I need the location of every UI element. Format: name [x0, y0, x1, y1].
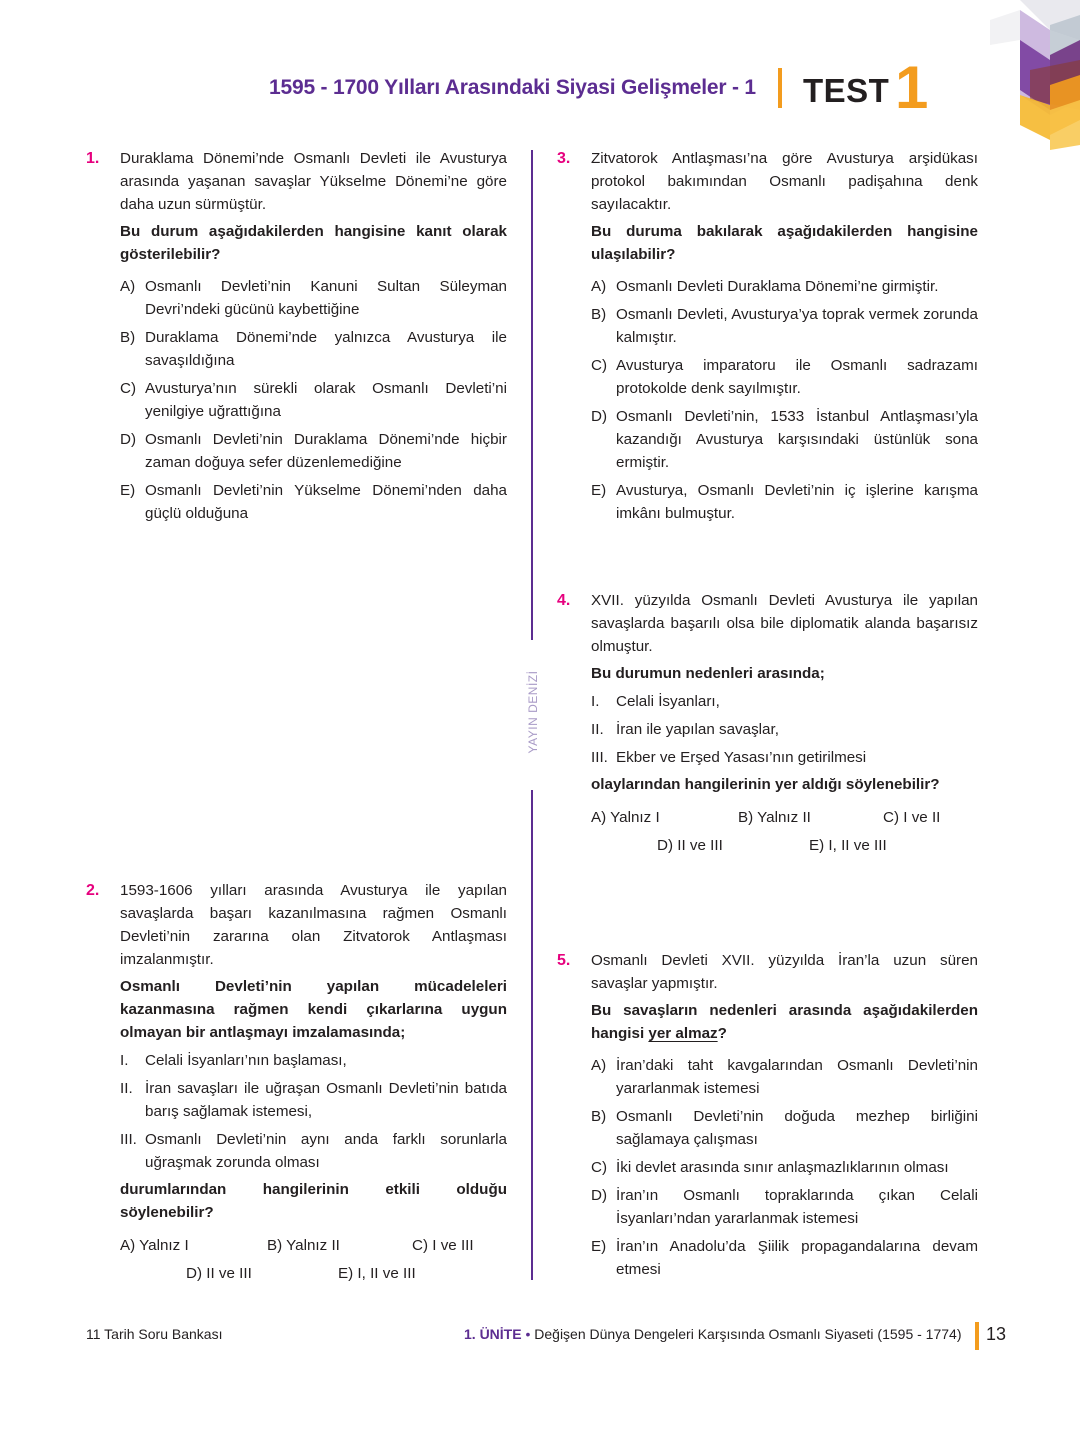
- question-prompt: Bu durum aşağıdakilerden hangisine kanıt olarak gösterilebilir?: [120, 223, 507, 263]
- answer-options: [591, 1054, 978, 1281]
- footer-divider: [975, 1322, 979, 1350]
- option-a[interactable]: [120, 1234, 189, 1257]
- option-letter: B): [738, 809, 754, 826]
- question-prompt: Bu duruma bakılarak aşağıdakilerden hangisine ulaşılabilir?: [591, 223, 978, 263]
- option-letter: B): [120, 329, 136, 346]
- column-divider: [531, 790, 533, 1280]
- question-number: 5.: [557, 952, 571, 969]
- option-text: I ve III: [432, 1237, 474, 1254]
- option-letter: D): [186, 1265, 203, 1282]
- question-prompt: Bu durumun nedenleri arasında;: [591, 665, 825, 682]
- option-b[interactable]: [267, 1234, 340, 1257]
- unit-info: [464, 1326, 961, 1342]
- option-d[interactable]: [186, 1262, 252, 1285]
- statement-text: Celali İsyanları’nın başlaması,: [145, 1052, 347, 1069]
- option-a[interactable]: [591, 1054, 978, 1100]
- option-letter: D): [591, 408, 608, 425]
- option-text: Avusturya imparatoru ile Osmanlı sadrazamı protokolde denk sayılmıştır.: [616, 357, 978, 397]
- option-text: Avusturya, Osmanlı Devleti’nin iç işlerine karışma imkânı bulmuştur.: [616, 482, 978, 522]
- option-text: Osmanlı Devleti’nin Duraklama Dönemi’nde hiçbir zaman doğuya sefer düzenlemediğine: [145, 431, 507, 471]
- statement-text: İran savaşları ile uğraşan Osmanlı Devleti’nin batıda barış sağlamak istemesi,: [145, 1080, 507, 1120]
- option-d[interactable]: [591, 405, 978, 474]
- option-text: İran’daki taht kavgalarından Osmanlı Devleti’nin yararlanmak istemesi: [616, 1057, 978, 1097]
- question-stem: Osmanlı Devleti XVII. yüzyılda İran’la uzun süren savaşlar yapmıştır.: [591, 952, 978, 992]
- option-text: Osmanlı Devleti’nin doğuda mezhep birliğini sağlamaya çalışması: [616, 1108, 978, 1148]
- option-text: Yalnız II: [757, 809, 811, 826]
- option-e[interactable]: [809, 834, 887, 857]
- question-closing: durumlarından hangilerinin etkili olduğu söylenebilir?: [120, 1181, 507, 1221]
- option-d[interactable]: [657, 834, 723, 857]
- question-number: 3.: [557, 150, 571, 167]
- statement-number: III.: [591, 749, 608, 766]
- statement-text: Celali İsyanları,: [616, 693, 720, 710]
- header-divider: [778, 68, 782, 108]
- answer-options: [591, 806, 978, 862]
- option-text: İran’ın Osmanlı topraklarında çıkan Celali İsyanları’ndan yararlanmak istemesi: [616, 1187, 978, 1227]
- option-a[interactable]: [591, 806, 660, 829]
- option-b[interactable]: [591, 1105, 978, 1151]
- option-letter: A): [591, 1057, 607, 1074]
- page-title: 1595 - 1700 Yılları Arasındaki Siyasi Gelişmeler - 1: [269, 76, 756, 99]
- option-letter: B): [591, 306, 607, 323]
- question-2: [86, 879, 508, 1290]
- statement-1: [591, 690, 978, 713]
- option-text: II ve III: [677, 837, 723, 854]
- option-text: I, II ve III: [357, 1265, 416, 1282]
- option-text: Osmanlı Devleti’nin Kanuni Sultan Süleyman Devri’ndeki gücünü kaybettiğine: [145, 278, 507, 318]
- question-prompt: [591, 999, 978, 1045]
- book-title: 11 Tarih Soru Bankası: [86, 1326, 223, 1342]
- option-c[interactable]: [591, 354, 978, 400]
- option-letter: E): [809, 837, 825, 854]
- option-letter: E): [120, 482, 136, 499]
- publisher-watermark: YAYIN DENİZİ: [526, 670, 540, 754]
- question-number: 4.: [557, 592, 571, 609]
- option-text: II ve III: [206, 1265, 252, 1282]
- option-text: İran’ın Anadolu’da Şiilik propagandalarına devam etmesi: [616, 1238, 978, 1278]
- option-text: Yalnız II: [286, 1237, 340, 1254]
- statement-3: [591, 746, 978, 769]
- bullet-separator: •: [525, 1326, 531, 1342]
- option-e[interactable]: [120, 479, 507, 525]
- statement-text: Osmanlı Devleti’nin aynı anda farklı sorunlarla uğraşmak zorunda olması: [145, 1131, 507, 1171]
- option-letter: C): [591, 357, 608, 374]
- statement-text: Ekber ve Erşed Yasası’nın getirilmesi: [616, 749, 867, 766]
- question-stem: Zitvatorok Antlaşması’na göre Avusturya arşidükası protokol bakımından Osmanlı padişahına denk sayılacaktır.: [591, 150, 978, 213]
- option-letter: A): [120, 1237, 136, 1254]
- statement-number: III.: [120, 1131, 137, 1148]
- option-b[interactable]: [591, 303, 978, 349]
- option-a[interactable]: [591, 275, 978, 298]
- option-text: Osmanlı Devleti, Avusturya’ya toprak vermek zorunda kalmıştır.: [616, 306, 978, 346]
- statement-1: [120, 1049, 507, 1072]
- option-b[interactable]: [738, 806, 811, 829]
- option-letter: C): [591, 1159, 608, 1176]
- option-letter: E): [591, 482, 607, 499]
- option-letter: D): [120, 431, 137, 448]
- option-text: Avusturya’nın sürekli olarak Osmanlı Devleti’ni yenilgiye uğrattığına: [145, 380, 507, 420]
- option-e[interactable]: [338, 1262, 416, 1285]
- option-letter: C): [883, 809, 900, 826]
- statement-number: II.: [591, 721, 604, 738]
- question-3: [557, 147, 979, 530]
- answer-options: [120, 1234, 507, 1290]
- option-letter: A): [120, 278, 136, 295]
- prompt-emphasis: yer almaz: [648, 1025, 718, 1042]
- option-letter: B): [591, 1108, 607, 1125]
- question-stem: 1593-1606 yılları arasında Avusturya ile yapılan savaşlarda başarı kazanılmasına rağmen Osmanlı Devleti’nin zararına olan Zitvatorok Antlaşması imzalanmıştır.: [120, 882, 507, 968]
- question-number: 1.: [86, 150, 100, 167]
- statement-3: [120, 1128, 507, 1174]
- answer-options: [120, 275, 507, 525]
- option-text: I ve II: [903, 809, 941, 826]
- option-a[interactable]: [120, 275, 507, 321]
- statement-2: [120, 1077, 507, 1123]
- test-number: 1: [895, 54, 929, 121]
- option-e[interactable]: [591, 1235, 978, 1281]
- option-d[interactable]: [591, 1184, 978, 1230]
- option-text: Duraklama Dönemi’nde yalnızca Avusturya ile savaşıldığına: [145, 329, 507, 369]
- option-e[interactable]: [591, 479, 978, 525]
- question-stem: Duraklama Dönemi’nde Osmanlı Devleti ile Avusturya arasında yaşanan savaşlar Yükselme Dönemi’ne göre daha uzun sürmüştür.: [120, 150, 507, 213]
- option-text: Yalnız I: [610, 809, 660, 826]
- question-number: 2.: [86, 882, 100, 899]
- option-text: Yalnız I: [139, 1237, 189, 1254]
- option-text: Osmanlı Devleti’nin Yükselme Dönemi’nden daha güçlü olduğuna: [145, 482, 507, 522]
- option-letter: E): [591, 1238, 607, 1255]
- question-prompt: Osmanlı Devleti’nin yapılan mücadeleleri kazanmasına rağmen kendi çıkarlarına uygun olmayan bir antlaşmayı imzalamasında;: [120, 978, 507, 1041]
- option-letter: A): [591, 809, 607, 826]
- test-label: TEST: [803, 72, 890, 109]
- option-text: Osmanlı Devleti Duraklama Dönemi’ne girmiştir.: [616, 278, 939, 295]
- unit-title: Değişen Dünya Dengeleri Karşısında Osmanlı Siyaseti (1595 - 1774): [534, 1326, 962, 1342]
- option-letter: E): [338, 1265, 354, 1282]
- page-header: [0, 54, 1080, 122]
- statement-number: I.: [591, 693, 600, 710]
- option-letter: D): [591, 1187, 608, 1204]
- option-letter: C): [412, 1237, 429, 1254]
- option-c[interactable]: [883, 806, 940, 829]
- column-divider: [531, 150, 533, 640]
- prompt-text: Bu savaşların nedenleri arasında aşağıdakilerden hangisi: [591, 1002, 978, 1042]
- question-stem: XVII. yüzyılda Osmanlı Devleti Avusturya ile yapılan savaşlarda başarılı olsa bile diplomatik alanda başarısız olmuştur.: [591, 592, 978, 655]
- option-text: İki devlet arasında sınır anlaşmazlıklarının olması: [616, 1159, 949, 1176]
- option-letter: C): [120, 380, 137, 397]
- question-4: [557, 589, 979, 862]
- option-b[interactable]: [120, 326, 507, 372]
- option-c[interactable]: [412, 1234, 474, 1257]
- statement-number: II.: [120, 1080, 133, 1097]
- statement-number: I.: [120, 1052, 129, 1069]
- option-c[interactable]: [591, 1156, 978, 1179]
- statement-2: [591, 718, 978, 741]
- option-text: I, II ve III: [828, 837, 887, 854]
- question-1: [86, 147, 508, 530]
- option-c[interactable]: [120, 377, 507, 423]
- option-letter: D): [657, 837, 674, 854]
- prompt-punctuation: ?: [717, 1025, 727, 1042]
- statement-text: İran ile yapılan savaşlar,: [616, 721, 779, 738]
- option-letter: A): [591, 278, 607, 295]
- page-number: 13: [986, 1324, 1007, 1344]
- option-letter: B): [267, 1237, 283, 1254]
- question-5: [557, 949, 979, 1286]
- question-closing: olaylarından hangilerinin yer aldığı söylenebilir?: [591, 776, 940, 793]
- option-text: Osmanlı Devleti’nin, 1533 İstanbul Antlaşması’yla kazandığı Avusturya karşısındaki üstünlük sona ermiştir.: [616, 408, 978, 471]
- option-d[interactable]: [120, 428, 507, 474]
- unit-label: 1. ÜNİTE: [464, 1326, 522, 1342]
- answer-options: [591, 275, 978, 525]
